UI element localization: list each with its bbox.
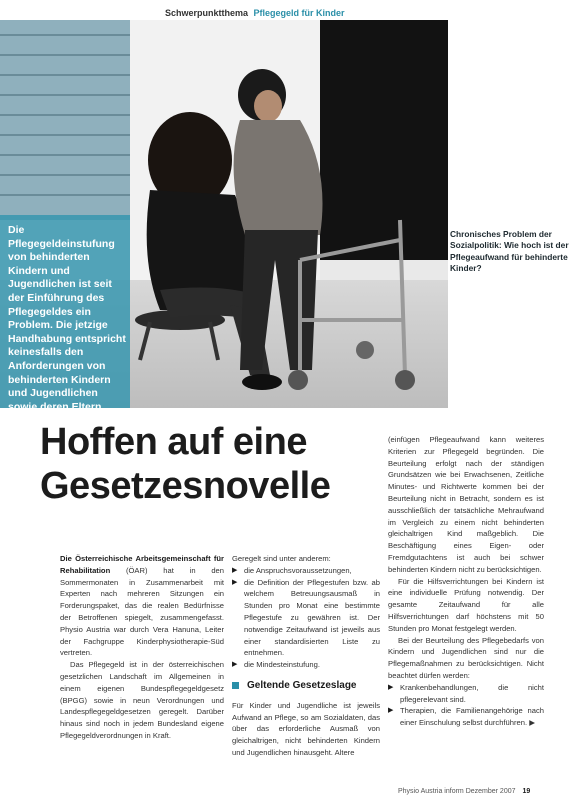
col3-paragraph-3: Bei der Beurteilung des Pflegebedarfs von Kindern und Jugendlichen sind nur die Pflegemaßnahmen zu berücksichtigen. Nicht beachtet dürfen werden: bbox=[388, 635, 544, 680]
section-heading bbox=[232, 680, 380, 692]
photo-caption-side: Chronisches Problem der Sozialpolitik: Wie hoch ist der Pflegeaufwand für behinderte Kinder? bbox=[450, 229, 569, 274]
list-item: ▶ die Mindesteinstufung. bbox=[232, 660, 320, 670]
column-1 bbox=[60, 553, 224, 742]
footer-magazine: Physio Austria inform Dezember 2007 bbox=[398, 788, 516, 795]
column-3 bbox=[388, 434, 544, 729]
section-heading-text: Geltende Gesetzeslage bbox=[247, 679, 357, 691]
square-bullet-icon bbox=[232, 682, 239, 689]
col1-lead-rest: (ÖAR) hat in den Sommermonaten in Zusammenarbeit mit Experten nach mehreren Sitzungen ein Forderungspaket, das die realen Bedürfnisse der Betroffenen spiegelt, zusammengefasst. Physio Austria war durch Vera Hanuna, Leiter der Fachgruppe Kinderphysiotherapie-Süd vertreten. bbox=[60, 565, 224, 658]
arrow-bullet-icon: ▶ bbox=[232, 566, 238, 574]
header-subject: Pflegegeld für Kinder bbox=[253, 8, 345, 18]
header-thema: Schwerpunktthema bbox=[165, 8, 249, 18]
headline-line-2: Gesetzesnovelle bbox=[40, 465, 331, 507]
article-headline bbox=[40, 420, 370, 508]
headline-line-1: Hoffen auf eine bbox=[40, 421, 307, 463]
list-item: ▶ die Anspruchsvoraussetzungen, bbox=[232, 565, 352, 575]
page-number: 19 bbox=[522, 788, 531, 795]
col2-intro: Geregelt sind unter anderem: bbox=[232, 554, 331, 563]
arrow-bullet-icon: ▶ bbox=[232, 661, 238, 669]
list-item: ▶ Krankenbehandlungen, die nicht pflegerelevant sind. bbox=[388, 682, 544, 704]
col1-paragraph-1 bbox=[60, 553, 224, 659]
col3-paragraph-1: (einfügen Pflegeaufwand kann weiteres Kriterien zur Pflegegeld begründen. Die Beurteilung erfolgt nach der ständigen Grundsätzen wie bei Erwachsenen, Zeitliche Minutes- und Richtwerte kommen bei der Beurteilung nicht in Betracht, sondern es ist ausschließlich der tatsächliche Mehraufwand im Vergleich zu einem nicht behinderten gleichaltrigen Kind maßgeblich. Die Beschäftigung eines Eigen- oder Fremdgutachtens ist auch bei schwer behinderten Kindern nicht zu berücksichtigen. bbox=[388, 435, 544, 574]
list-item: ▶ die Definition der Pflegestufen bzw. ab welchem Betreuungsausmaß in Stunden pro Monat eine bestimmte Pflegestufe zu gewähren ist. Der notwendige Zeitaufwand ist jeweils aus einer standardisierten Liste zu entnehmen. bbox=[232, 577, 380, 658]
list-item: ▶ Therapien, die Familienangehörige nach einer Einschulung selbst durchführen. ▶ bbox=[388, 706, 544, 728]
col2-paragraph: Für Kinder und Jugendliche ist jeweils Aufwand an Pflege, so am Sozialdaten, das über das erforderliche Ausmaß von gleichaltrigen, nicht behinderten Kindern und Jugendlichen hinausgeht. Altere bbox=[232, 700, 380, 757]
running-header bbox=[165, 8, 345, 18]
col1-paragraph-2: Das Pflegegeld ist in der österreichischen gesetzlichen Landschaft im Allgemeinen in einem eigenen Bundespflegegeldgesetz (BPGG) sowie in neun Verordnungen und Landespflegegeldgesetzen geregelt. Darüber hinaus sind noch in jedem Bundesland eigene Pflegegeldverordnungen in Kraft. bbox=[60, 660, 224, 740]
col1-lead-bold: Die Österreichische Arbeitsgemeinschaft für Rehabilitation bbox=[60, 554, 224, 575]
page-footer bbox=[398, 788, 530, 795]
arrow-bullet-icon: ▶ bbox=[388, 683, 394, 691]
column-2 bbox=[232, 553, 380, 759]
continue-arrow-icon: ▶ bbox=[529, 718, 536, 728]
arrow-bullet-icon: ▶ bbox=[232, 578, 238, 586]
photo-caption-teal: Die Pflegegeldeinstufung von behinderten Kindern und Jugendlichen ist seit der Einführung des Pflegegeldes ein Problem. Die jetzige Handhabung entspricht keinesfalls den Anforderungen von behinderten Kindern und Jugendlichen sowie deren Eltern. bbox=[8, 224, 126, 413]
arrow-bullet-icon: ▶ bbox=[388, 707, 394, 715]
col3-paragraph-2: Für die Hilfsverrichtungen bei Kindern ist eine individuelle Prüfung notwendig. Der gesamte Zeitaufwand für alle Hilfsverrichtungen darf höchstens mit 50 Stunden pro Monat festgelegt werden. bbox=[388, 576, 544, 633]
